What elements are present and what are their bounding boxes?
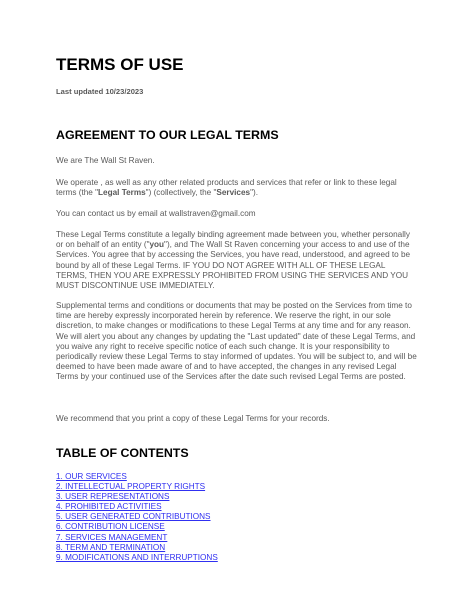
toc-link-services-management[interactable]: 7. SERVICES MANAGEMENT — [56, 532, 168, 542]
toc-item — [56, 482, 218, 492]
print-recommendation-paragraph: We recommend that you print a copy of these Legal Terms for your records. — [56, 414, 330, 423]
you-term: you — [149, 240, 165, 250]
toc-link-term-and-termination[interactable]: 8. TERM AND TERMINATION — [56, 542, 166, 552]
toc-item — [56, 533, 218, 543]
toc-link-prohibited-activities[interactable]: 4. PROHIBITED ACTIVITIES — [56, 502, 162, 512]
legal-terms-term: Legal Terms — [98, 188, 146, 198]
toc-link-user-representations[interactable]: 3. USER REPRESENTATIONS — [56, 492, 170, 502]
toc-item — [56, 502, 218, 512]
agreement-heading: AGREEMENT TO OUR LEGAL TERMS — [56, 128, 279, 142]
toc-item — [56, 492, 218, 502]
contact-paragraph: You can contact us by email at wallstraven@gmail.com — [56, 209, 256, 218]
services-paragraph: We operate , as well as any other related products and services that refer or link to these legal terms (the "Legal Terms") (collectively, the "Services"). — [56, 178, 397, 198]
toc-link-our-services[interactable]: 1. OUR SERVICES — [56, 472, 127, 481]
toc-item — [56, 553, 218, 563]
toc-item — [56, 543, 218, 553]
toc-item — [56, 522, 218, 532]
toc-item — [56, 472, 218, 482]
toc-link-contribution-license[interactable]: 6. CONTRIBUTION LICENSE — [56, 522, 165, 532]
toc-link-intellectual-property-rights[interactable]: 2. INTELLECTUAL PROPERTY RIGHTS — [56, 482, 206, 492]
toc-heading: TABLE OF CONTENTS — [56, 446, 189, 460]
document-title: TERMS OF USE — [56, 55, 184, 74]
intro-paragraph: We are The Wall St Raven. — [56, 156, 155, 165]
services-term: Services — [216, 188, 251, 198]
supplemental-terms-paragraph: Supplemental terms and conditions or documents that may be posted on the Services from time to time are hereby expressly incorporated herein by reference. We reserve the right, in our sole discretion, to make changes or modifications to these Legal Terms at any time and for any reason. We will alert you about any changes by updating the "Last updated" date of these Legal Terms, and you waive any right to receive specific notice of each such change. It is your responsibility to periodically review these Legal Terms to stay informed of updates. You will be subject to, and will be deemed to have been made aware of and to have accepted, the changes in any revised Legal Terms by your continued use of the Services after the date such revised Legal Terms are posted. — [56, 301, 417, 382]
toc-item — [56, 512, 218, 522]
toc-list — [56, 472, 218, 563]
toc-link-modifications-and-interruptions[interactable]: 9. MODIFICATIONS AND INTERRUPTIONS — [56, 552, 218, 562]
binding-agreement-paragraph: These Legal Terms constitute a legally binding agreement made between you, whether personally or on behalf of an entity ("you"), and The Wall St Raven concerning your access to and use of the Services. You agree that by accessing the Services, you have read, understood, and agreed to be bound by all of these Legal Terms. IF YOU DO NOT AGREE WITH ALL OF THESE LEGAL TERMS, THEN YOU ARE EXPRESSLY PROHIBITED FROM USING THE SERVICES AND YOU MUST DISCONTINUE USE IMMEDIATELY. — [56, 230, 411, 291]
toc-link-user-generated-contributions[interactable]: 5. USER GENERATED CONTRIBUTIONS — [56, 512, 211, 522]
last-updated-date: Last updated 10/23/2023 — [56, 87, 144, 96]
